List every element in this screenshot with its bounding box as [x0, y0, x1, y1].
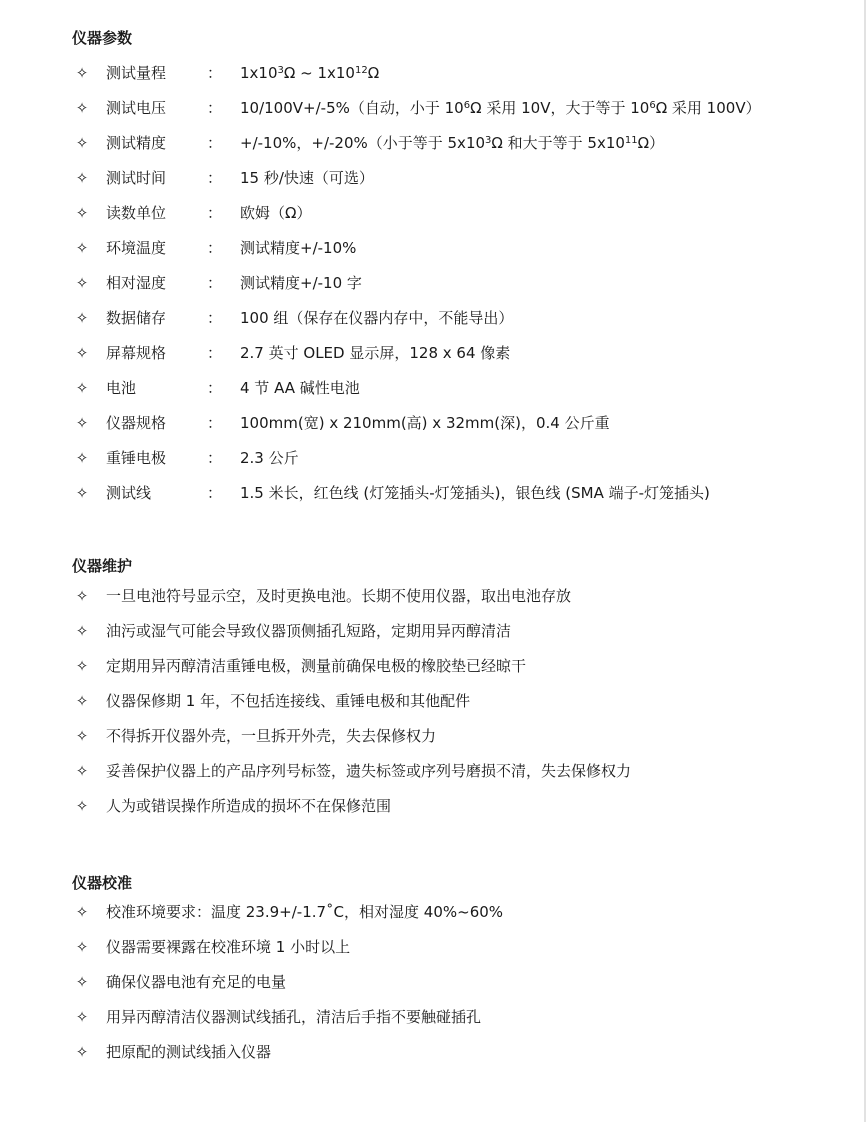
diamond-bullet-icon: ✧ — [75, 99, 89, 117]
param-label: 测试精度 — [106, 134, 167, 152]
param-value — [240, 91, 761, 126]
diamond-bullet-icon: ✧ — [75, 64, 89, 82]
param-row — [72, 91, 832, 126]
param-colon: ： — [207, 64, 223, 82]
diamond-bullet-icon: ✧ — [75, 903, 89, 921]
param-colon: ： — [207, 99, 223, 117]
maintenance-list — [72, 579, 832, 824]
calibration-item — [72, 930, 832, 965]
value-exponent: 12 — [354, 65, 368, 76]
value-text: 4 节 AA 碱性电池 — [240, 379, 360, 397]
param-label: 测试电压 — [106, 99, 167, 117]
maintenance-item — [72, 719, 832, 754]
diamond-bullet-icon: ✧ — [75, 797, 89, 815]
value-text: Ω 采用 10V，大于等于 10 — [470, 99, 650, 117]
param-colon: ： — [207, 379, 223, 397]
value-exponent: 3 — [277, 65, 284, 76]
param-row — [72, 406, 832, 441]
param-row — [72, 301, 832, 336]
diamond-bullet-icon: ✧ — [75, 762, 89, 780]
param-label: 屏幕规格 — [106, 344, 167, 362]
param-value — [240, 371, 360, 406]
value-text: 欧姆（Ω） — [240, 204, 312, 222]
param-row — [72, 371, 832, 406]
maintenance-item-text: 妥善保护仪器上的产品序列号标签，遗失标签或序列号磨损不清，失去保修权力 — [106, 762, 632, 780]
maintenance-item-text: 油污或湿气可能会导致仪器顶侧插孔短路，定期用异丙醇清洁 — [106, 622, 512, 640]
param-label: 测试量程 — [106, 64, 167, 82]
param-label: 环境温度 — [106, 239, 167, 257]
value-text: 100 组（保存在仪器内存中，不能导出） — [240, 309, 514, 327]
diamond-bullet-icon: ✧ — [75, 727, 89, 745]
diamond-bullet-icon: ✧ — [75, 973, 89, 991]
param-colon: ： — [207, 309, 223, 327]
diamond-bullet-icon: ✧ — [75, 239, 89, 257]
param-label: 相对湿度 — [106, 274, 167, 292]
param-row — [72, 266, 832, 301]
calibration-item — [72, 965, 832, 1000]
param-row — [72, 161, 832, 196]
param-label: 测试时间 — [106, 169, 167, 187]
param-value — [240, 56, 379, 91]
maintenance-item — [72, 579, 832, 614]
param-row — [72, 56, 832, 91]
param-value — [240, 266, 362, 301]
param-label: 电池 — [106, 379, 137, 397]
value-text: Ω 采用 100V） — [655, 99, 761, 117]
value-text: 10/100V+/-5%（自动，小于 10 — [240, 99, 464, 117]
param-value — [240, 231, 356, 266]
param-row — [72, 231, 832, 266]
value-exponent: 11 — [624, 135, 638, 146]
param-colon: ： — [207, 134, 223, 152]
param-value — [240, 406, 610, 441]
maintenance-item-text: 仪器保修期 1 年，不包括连接线、重锤电极和其他配件 — [106, 692, 471, 710]
params-section — [72, 27, 832, 511]
diamond-bullet-icon: ✧ — [75, 622, 89, 640]
calibration-item-text: 校准环境要求：温度 23.9+/-1.7˚C，相对湿度 40%~60% — [106, 903, 504, 921]
param-value — [240, 161, 374, 196]
value-text: 15 秒/快速（可选） — [240, 169, 374, 187]
param-value — [240, 196, 311, 231]
param-label: 重锤电极 — [106, 449, 167, 467]
value-text: Ω） — [637, 134, 665, 152]
param-row — [72, 441, 832, 476]
diamond-bullet-icon: ✧ — [75, 1008, 89, 1026]
maintenance-item — [72, 754, 832, 789]
value-text: 1x10 — [240, 64, 278, 82]
value-exponent: 6 — [463, 100, 471, 111]
param-row — [72, 196, 832, 231]
value-text: 1.5 米长，红色线 (灯笼插头-灯笼插头)，银色线 (SMA 端子-灯笼插头) — [240, 484, 710, 502]
diamond-bullet-icon: ✧ — [75, 309, 89, 327]
param-colon: ： — [207, 449, 223, 467]
diamond-bullet-icon: ✧ — [75, 938, 89, 956]
param-value — [240, 441, 299, 476]
param-value — [240, 301, 513, 336]
param-colon: ： — [207, 484, 223, 502]
calibration-item-text: 把原配的测试线插入仪器 — [106, 1043, 272, 1061]
param-row — [72, 336, 832, 371]
param-value — [240, 476, 710, 511]
value-exponent: 3 — [485, 135, 492, 146]
calibration-item-text: 用异丙醇清洁仪器测试线插孔，清洁后手指不要触碰插孔 — [106, 1008, 482, 1026]
param-row — [72, 126, 832, 161]
param-colon: ： — [207, 204, 223, 222]
params-title: 仪器参数 — [72, 29, 133, 47]
diamond-bullet-icon: ✧ — [75, 344, 89, 362]
maintenance-item — [72, 614, 832, 649]
value-text: 2.7 英寸 OLED 显示屏，128 x 64 像素 — [240, 344, 511, 362]
diamond-bullet-icon: ✧ — [75, 692, 89, 710]
maintenance-section — [72, 555, 832, 824]
maintenance-item-text: 定期用异丙醇清洁重锤电极，测量前确保电极的橡胶垫已经晾干 — [106, 657, 527, 675]
maintenance-item-text: 不得拆开仪器外壳，一旦拆开外壳，失去保修权力 — [106, 727, 437, 745]
diamond-bullet-icon: ✧ — [75, 449, 89, 467]
param-label: 仪器规格 — [106, 414, 167, 432]
param-row — [72, 476, 832, 511]
calibration-item — [72, 1035, 832, 1070]
value-text: +/-10%，+/-20%（小于等于 5x10 — [240, 134, 486, 152]
value-text: 100mm(宽) x 210mm(高) x 32mm(深)，0.4 公斤重 — [240, 414, 610, 432]
diamond-bullet-icon: ✧ — [75, 657, 89, 675]
diamond-bullet-icon: ✧ — [75, 274, 89, 292]
diamond-bullet-icon: ✧ — [75, 414, 89, 432]
param-colon: ： — [207, 274, 223, 292]
maintenance-item — [72, 649, 832, 684]
diamond-bullet-icon: ✧ — [75, 134, 89, 152]
value-text: Ω 和大于等于 5x10 — [491, 134, 625, 152]
maintenance-item — [72, 684, 832, 719]
calibration-item — [72, 1000, 832, 1035]
value-text: 测试精度+/-10 字 — [240, 274, 362, 292]
param-value — [240, 126, 664, 161]
value-text: Ω — [367, 64, 380, 82]
param-colon: ： — [207, 169, 223, 187]
params-list — [72, 56, 832, 511]
maintenance-item-text: 人为或错误操作所造成的损坏不在保修范围 — [106, 797, 392, 815]
param-colon: ： — [207, 344, 223, 362]
diamond-bullet-icon: ✧ — [75, 379, 89, 397]
calibration-list — [72, 895, 832, 1070]
calibration-item — [72, 895, 832, 930]
value-text: 测试精度+/-10% — [240, 239, 357, 257]
diamond-bullet-icon: ✧ — [75, 587, 89, 605]
value-exponent: 6 — [649, 100, 656, 111]
maintenance-item-text: 一旦电池符号显示空，及时更换电池。长期不使用仪器，取出电池存放 — [106, 587, 572, 605]
calibration-item-text: 仪器需要裸露在校准环境 1 小时以上 — [106, 938, 351, 956]
maintenance-item — [72, 789, 832, 824]
calibration-item-text: 确保仪器电池有充足的电量 — [106, 973, 287, 991]
param-label: 数据储存 — [106, 309, 167, 327]
value-text: Ω ~ 1x10 — [283, 64, 355, 82]
param-colon: ： — [207, 239, 223, 257]
param-value — [240, 336, 510, 371]
param-colon: ： — [207, 414, 223, 432]
diamond-bullet-icon: ✧ — [75, 484, 89, 502]
param-label: 读数单位 — [106, 204, 167, 222]
diamond-bullet-icon: ✧ — [75, 204, 89, 222]
maintenance-title: 仪器维护 — [72, 557, 133, 575]
param-label: 测试线 — [106, 484, 152, 502]
diamond-bullet-icon: ✧ — [75, 169, 89, 187]
diamond-bullet-icon: ✧ — [75, 1043, 89, 1061]
calibration-title: 仪器校准 — [72, 874, 133, 892]
value-text: 2.3 公斤 — [240, 449, 299, 467]
calibration-section — [72, 872, 832, 1070]
